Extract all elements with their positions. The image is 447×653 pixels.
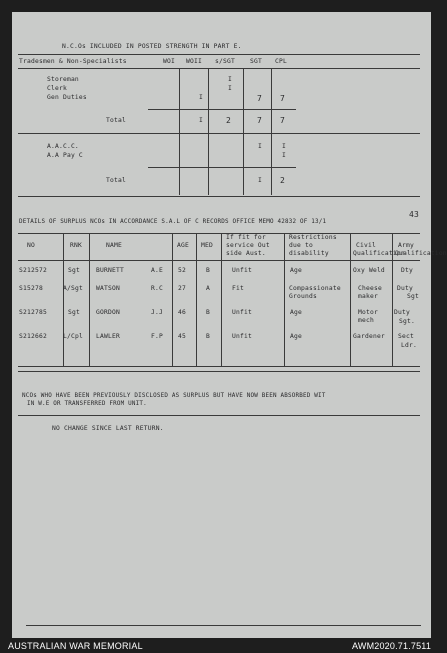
row-no: S15278 bbox=[19, 285, 43, 292]
row-surname: WATSON bbox=[96, 285, 120, 292]
row-fit: Unfit bbox=[232, 333, 252, 340]
page-number: 43 bbox=[409, 210, 420, 219]
row-med: A bbox=[206, 285, 210, 292]
row-initials: R.C bbox=[151, 285, 163, 292]
row-army: Sect bbox=[398, 333, 414, 340]
row-civil: mech bbox=[358, 317, 374, 324]
total1-sgt: 7 bbox=[257, 116, 263, 125]
group1-total-rule bbox=[148, 109, 296, 110]
part2-col-divider bbox=[89, 234, 90, 366]
part1-title: N.C.Os INCLUDED IN POSTED STRENGTH IN PART E. bbox=[62, 43, 242, 50]
trade-gen-duties: Gen Duties bbox=[47, 94, 87, 101]
part2-end-rule bbox=[18, 366, 420, 367]
group1-end-rule bbox=[18, 133, 420, 134]
hdr-age: AGE bbox=[177, 242, 189, 249]
row-med: B bbox=[206, 267, 210, 274]
row-restriction: Age bbox=[290, 309, 302, 316]
part2-title: DETAILS OF SURPLUS NCOs IN ACCORDANCE S.A.L OF C RECORDS OFFICE MEMO 42832 OF 13/1 bbox=[19, 219, 327, 225]
row-age: 45 bbox=[178, 333, 186, 340]
row-rnk: L/Cpl bbox=[63, 333, 83, 340]
col-header-woii: WOII bbox=[186, 58, 202, 65]
hdr-army: Qualification bbox=[395, 250, 447, 257]
group2-total-label: Total bbox=[106, 177, 126, 184]
part2-col-divider bbox=[392, 234, 393, 366]
row-initials: F.P bbox=[151, 333, 163, 340]
part1-header-label: Tradesmen & Non-Specialists bbox=[19, 58, 127, 65]
hdr-fit: If fit for bbox=[226, 234, 266, 241]
row-civil: Motor bbox=[358, 309, 378, 316]
row-rnk: A/Sgt bbox=[63, 285, 83, 292]
cell-storeman-ssgt: I bbox=[228, 76, 232, 83]
row-no: S212662 bbox=[19, 333, 47, 340]
hdr-fit: service Out bbox=[226, 242, 270, 249]
row-no: S212785 bbox=[19, 309, 47, 316]
row-restriction: Age bbox=[290, 267, 302, 274]
trade-aacc: A.A.C.C. bbox=[47, 143, 79, 150]
part1-col-divider bbox=[179, 69, 180, 195]
row-civil: Oxy Weld bbox=[353, 267, 385, 274]
row-med: B bbox=[206, 333, 210, 340]
hdr-restrictions: due to bbox=[289, 242, 313, 249]
col-header-ssgt: s/SGT bbox=[215, 58, 235, 65]
row-army: Sgt. bbox=[399, 318, 415, 325]
row-rnk: Sgt bbox=[68, 309, 80, 316]
hdr-name: NAME bbox=[106, 242, 122, 249]
cell-clerk-ssgt: I bbox=[228, 85, 232, 92]
row-initials: A.E bbox=[151, 267, 163, 274]
group1-total-label: Total bbox=[106, 117, 126, 124]
group2-total-rule bbox=[148, 167, 296, 168]
row-civil: Cheese bbox=[358, 285, 382, 292]
cell-gen-duties-cpl: 7 bbox=[280, 94, 286, 103]
hdr-med: MED bbox=[201, 242, 213, 249]
part1-title-rule bbox=[18, 54, 420, 55]
cell-aa-pay-c-cpl: I bbox=[282, 152, 286, 159]
part1-header-rule bbox=[18, 68, 420, 69]
total2-sgt: I bbox=[258, 177, 262, 184]
trade-storeman: Storeman bbox=[47, 76, 79, 83]
part1-col-divider bbox=[208, 69, 209, 195]
row-restriction: Age bbox=[290, 333, 302, 340]
row-surname: LAWLER bbox=[96, 333, 120, 340]
row-initials: J.J bbox=[151, 309, 163, 316]
part2-col-divider bbox=[284, 234, 285, 366]
trade-clerk: Clerk bbox=[47, 85, 67, 92]
footer-source: AUSTRALIAN WAR MEMORIAL bbox=[8, 641, 143, 651]
total1-ssgt: 2 bbox=[226, 116, 232, 125]
row-army: Duty bbox=[394, 309, 410, 316]
row-age: 46 bbox=[178, 309, 186, 316]
row-restriction: Grounds bbox=[289, 293, 317, 300]
footer-accession-number: AWM2020.71.7511 bbox=[352, 641, 432, 651]
no-change-note: NO CHANGE SINCE LAST RETURN. bbox=[52, 425, 164, 432]
row-surname: GORDON bbox=[96, 309, 120, 316]
cell-gen-duties-woi: I bbox=[199, 94, 203, 101]
col-header-sgt: SGT bbox=[250, 58, 262, 65]
part1-end-rule bbox=[18, 196, 420, 197]
part2-header-rule bbox=[18, 260, 420, 261]
col-header-cpl: CPL bbox=[275, 58, 287, 65]
row-fit: Unfit bbox=[232, 309, 252, 316]
part3-note: IN W.E OR TRANSFERRED FROM UNIT. bbox=[27, 401, 147, 407]
row-army: Duty bbox=[397, 285, 413, 292]
part2-col-divider bbox=[350, 234, 351, 366]
part3-rule bbox=[18, 415, 420, 416]
hdr-civil: Qualification bbox=[353, 250, 405, 257]
row-civil: maker bbox=[358, 293, 378, 300]
row-army: Sgt bbox=[407, 293, 419, 300]
hdr-army: Army bbox=[398, 242, 414, 249]
hdr-restrictions: Restrictions bbox=[289, 234, 337, 241]
part1-col-divider bbox=[271, 69, 272, 195]
part1-col-divider bbox=[243, 69, 244, 195]
trade-aa-pay-c: A.A Pay C bbox=[47, 152, 83, 159]
total1-woi: I bbox=[199, 117, 203, 124]
part2-col-divider bbox=[196, 234, 197, 366]
row-rnk: Sgt bbox=[68, 267, 80, 274]
part2-col-divider bbox=[221, 234, 222, 366]
hdr-restrictions: disability bbox=[289, 250, 329, 257]
row-fit: Fit bbox=[232, 285, 244, 292]
hdr-no: NO bbox=[27, 242, 35, 249]
hdr-rnk: RNK bbox=[70, 242, 82, 249]
cell-gen-duties-sgt: 7 bbox=[257, 94, 263, 103]
row-no: S212572 bbox=[19, 267, 47, 274]
row-fit: Unfit bbox=[232, 267, 252, 274]
row-restriction: Compassionate bbox=[289, 285, 341, 292]
total2-cpl: 2 bbox=[280, 176, 286, 185]
row-army: Dty bbox=[401, 267, 413, 274]
cell-aacc-cpl: I bbox=[282, 143, 286, 150]
part2-end-rule bbox=[18, 371, 420, 372]
row-surname: BURNETT bbox=[96, 267, 124, 274]
row-army: Ldr. bbox=[401, 342, 417, 349]
col-header-woi: WOI bbox=[163, 58, 175, 65]
part2-col-divider bbox=[172, 234, 173, 366]
total1-cpl: 7 bbox=[280, 116, 286, 125]
page-bottom-rule bbox=[26, 625, 421, 626]
part3-note: NCOs WHO HAVE BEEN PREVIOUSLY DISCLOSED AS SURPLUS BUT HAVE NOW BEEN ABSORBED WIT bbox=[22, 393, 326, 399]
row-civil: Gardener bbox=[353, 333, 385, 340]
row-med: B bbox=[206, 309, 210, 316]
part2-top-rule bbox=[18, 233, 420, 234]
hdr-civil: Civil bbox=[356, 242, 376, 249]
row-age: 27 bbox=[178, 285, 186, 292]
hdr-fit: side Aust. bbox=[226, 250, 266, 257]
cell-aacc-sgt: I bbox=[258, 143, 262, 150]
part2-col-divider bbox=[63, 234, 64, 366]
row-age: 52 bbox=[178, 267, 186, 274]
